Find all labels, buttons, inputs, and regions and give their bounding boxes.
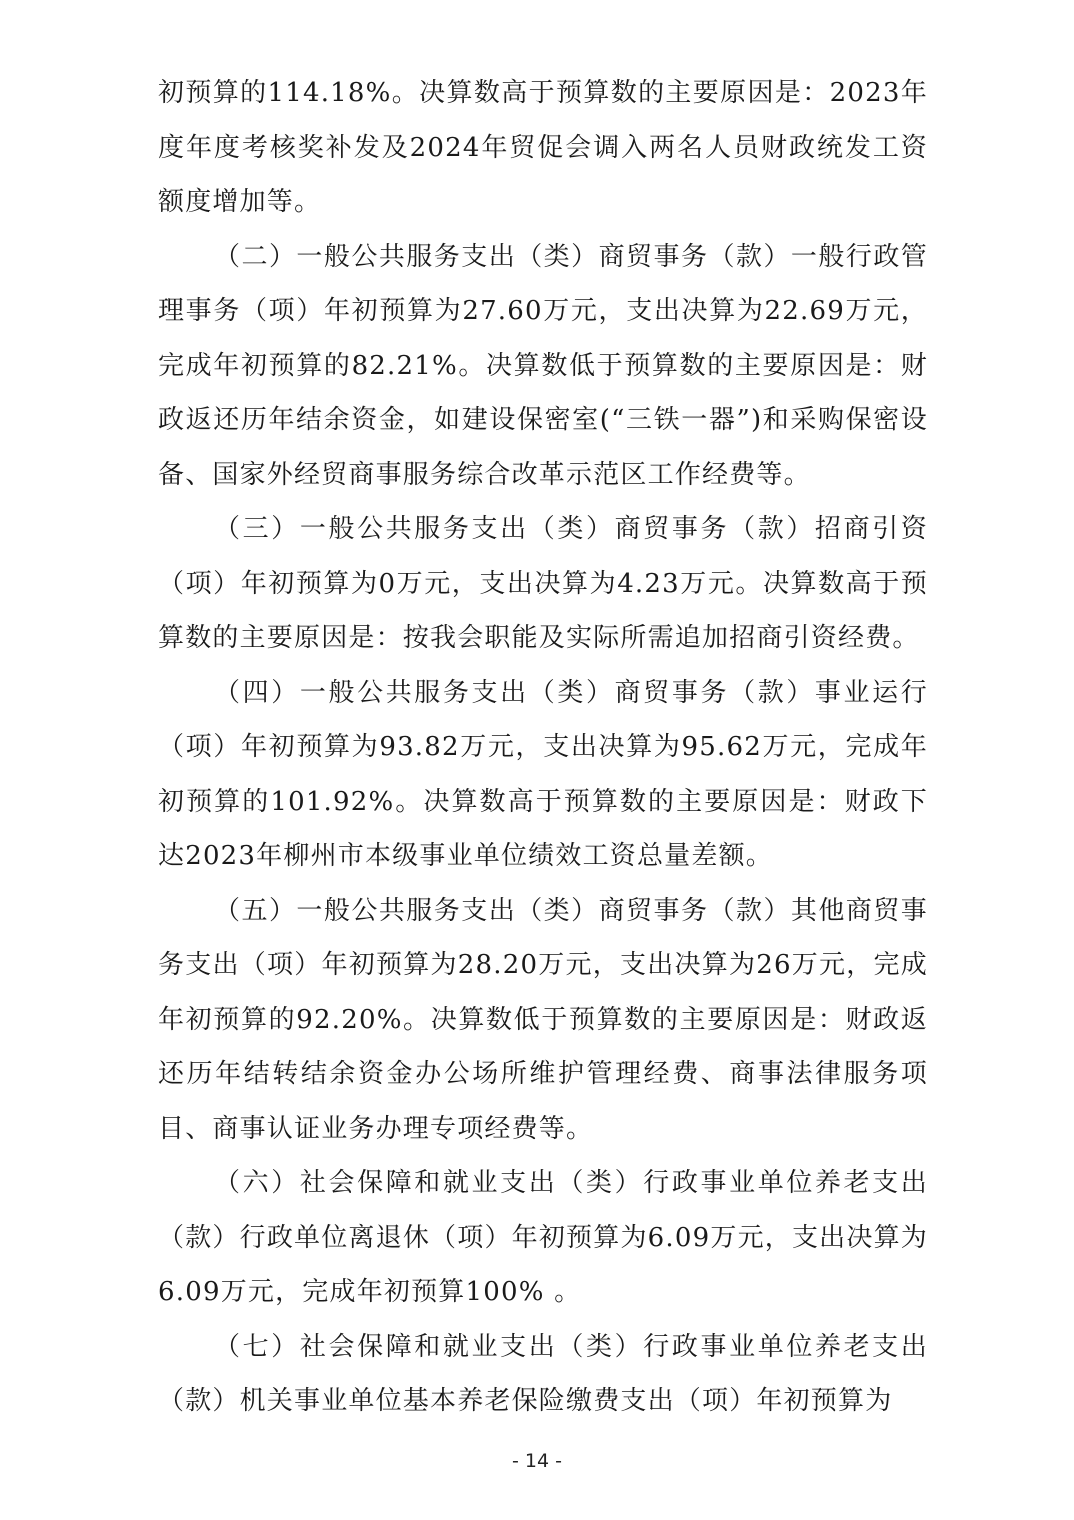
paragraph-3: （三）一般公共服务支出（类）商贸事务（款）招商引资（项）年初预算为0万元，支出决算为4.23万元。决算数高于预算数的主要原因是：按我会职能及实际所需追加招商引资经费。 xyxy=(158,514,928,653)
paragraph-7: （七）社会保障和就业支出（类）行政事业单位养老支出（款）机关事业单位基本养老保险缴费支出（项）年初预算为 xyxy=(158,1331,928,1416)
document-body xyxy=(158,66,928,1429)
paragraph-5: （五）一般公共服务支出（类）商贸事务（款）其他商贸事务支出（项）年初预算为28.20万元，支出决算为26万元，完成年初预算的92.20%。决算数低于预算数的主要原因是：财政返还历年结转结余资金办公场所维护管理经费、商事法律服务项目、商事认证业务办理专项经费等。 xyxy=(158,895,928,1144)
paragraph-1: 初预算的114.18%。决算数高于预算数的主要原因是：2023年度年度考核奖补发及2024年贸促会调入两名人员财政统发工资额度增加等。 xyxy=(158,78,928,217)
page-number: - 14 - xyxy=(512,1450,562,1472)
paragraph-6: （六）社会保障和就业支出（类）行政事业单位养老支出（款）行政单位离退休（项）年初预算为6.09万元，支出决算为6.09万元，完成年初预算100% 。 xyxy=(158,1168,928,1307)
paragraph-2: （二）一般公共服务支出（类）商贸事务（款）一般行政管理事务（项）年初预算为27.60万元，支出决算为22.69万元，完成年初预算的82.21%。决算数低于预算数的主要原因是：财政返还历年结余资金，如建设保密室(“三铁一器”)和采购保密设备、国家外经贸商事服务综合改革示范区工作经费等。 xyxy=(158,241,928,490)
paragraph-4: （四）一般公共服务支出（类）商贸事务（款）事业运行（项）年初预算为93.82万元，支出决算为95.62万元，完成年初预算的101.92%。决算数高于预算数的主要原因是：财政下达2023年柳州市本级事业单位绩效工资总量差额。 xyxy=(158,677,928,871)
